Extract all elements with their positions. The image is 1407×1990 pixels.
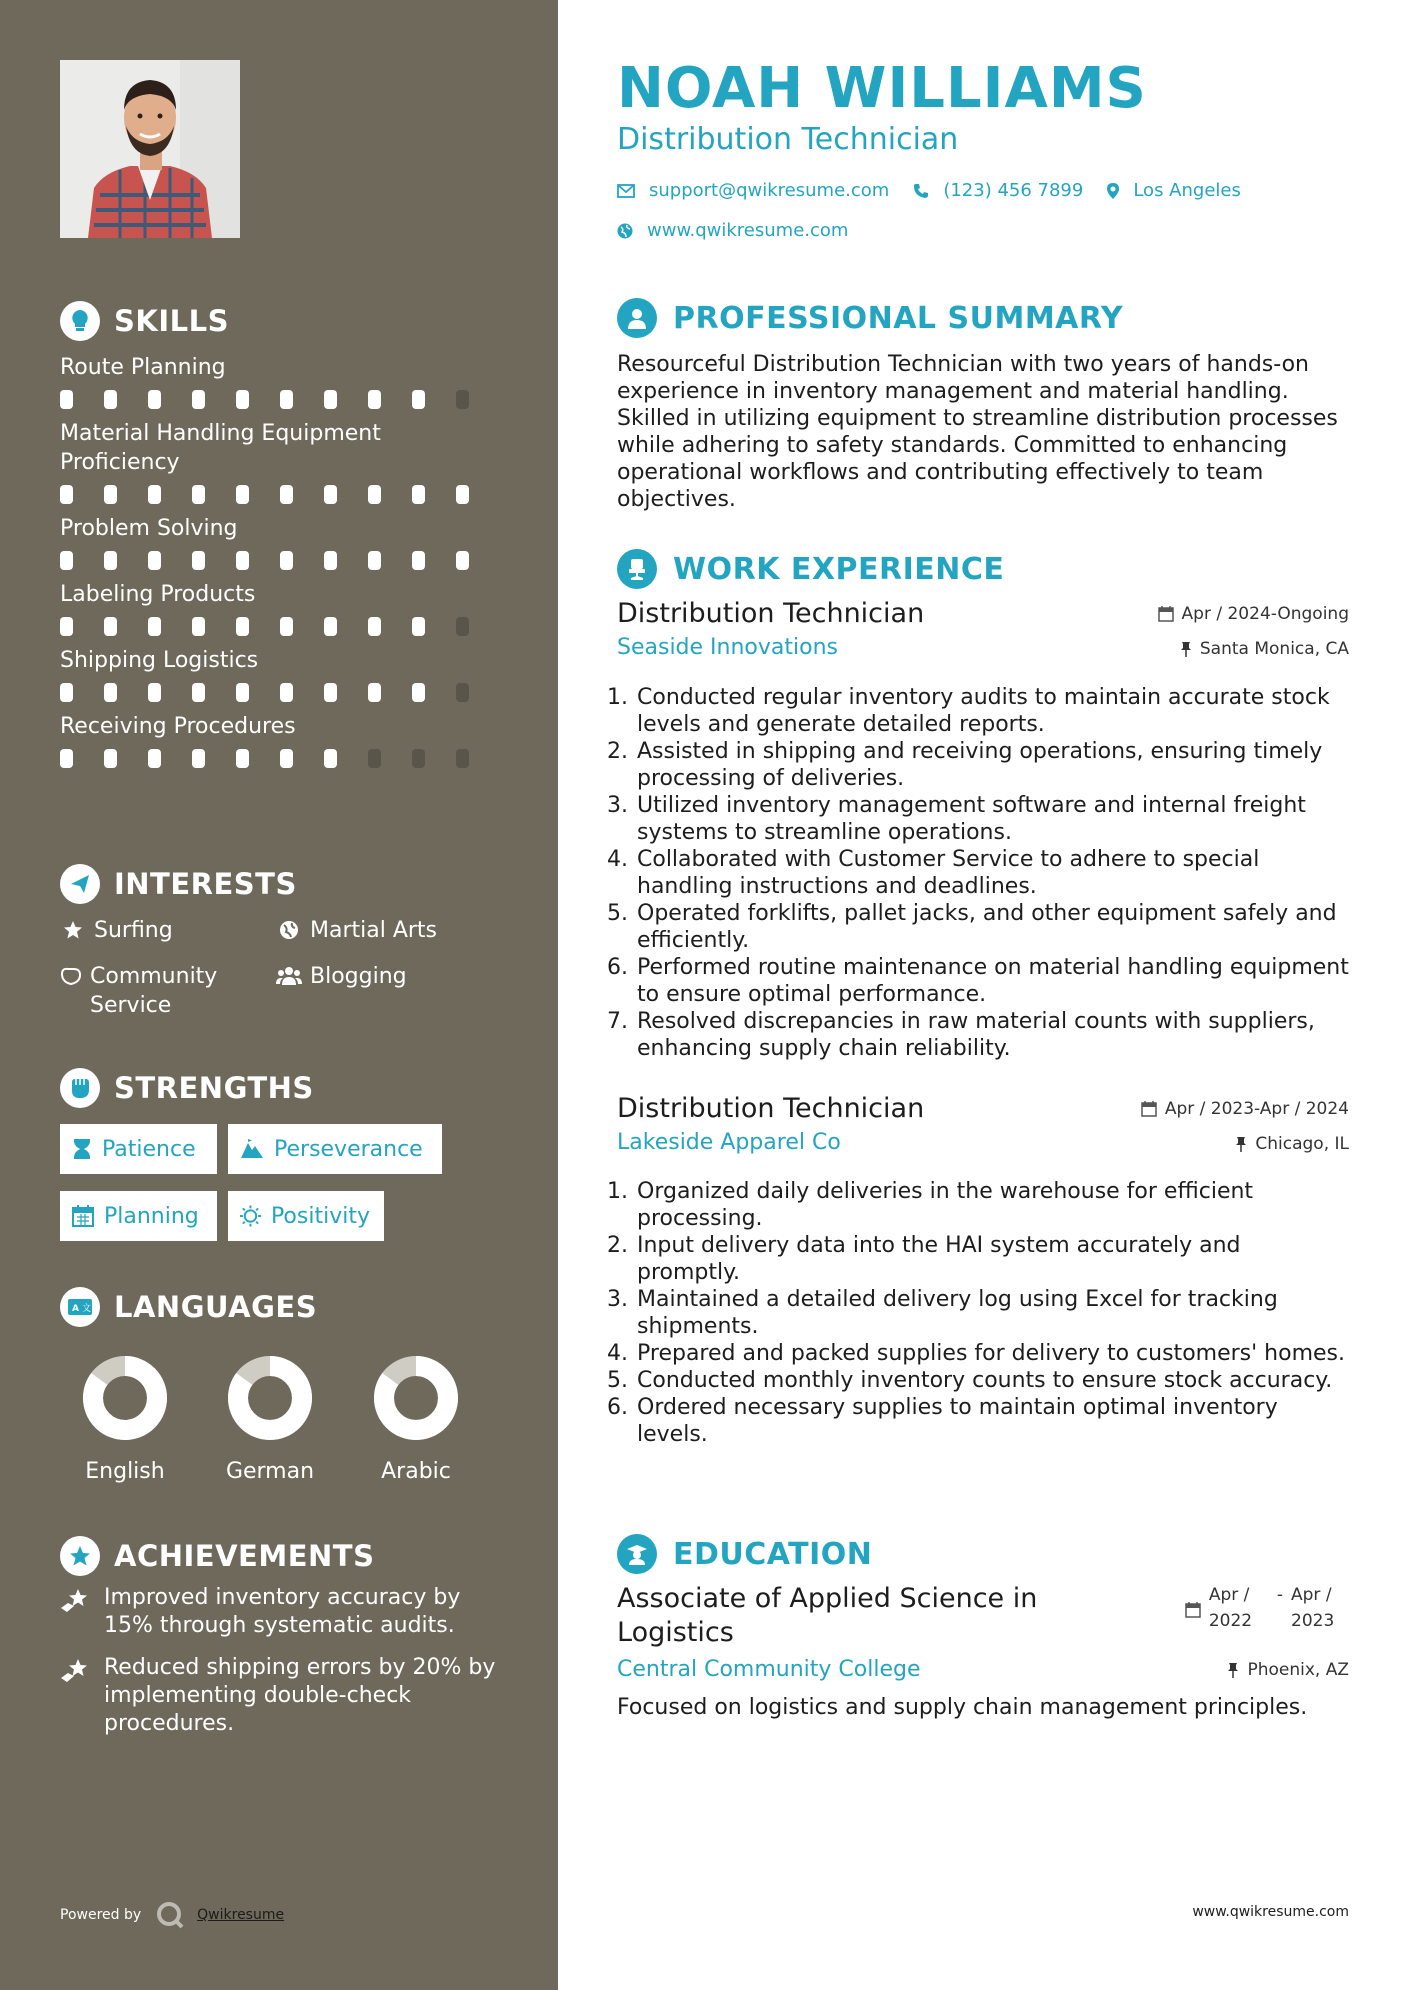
users-icon: [276, 962, 302, 991]
hand-star-icon: [60, 1654, 92, 1738]
rating-dot: [104, 390, 117, 409]
rating-dot: [280, 551, 293, 570]
languages-section: [60, 1285, 500, 1505]
globe-icon: [276, 916, 302, 945]
svg-text:文: 文: [82, 1304, 92, 1314]
strength-chip: [60, 1191, 217, 1241]
achievement-item: [60, 1584, 500, 1640]
company-name: Seaside Innovations: [617, 635, 838, 660]
skill-item: [60, 580, 500, 636]
rating-dot: [456, 617, 469, 636]
duty-item: 3. Maintained a detailed delivery log using Excel for tracking shipments.: [635, 1286, 1349, 1340]
phone-icon: [913, 183, 929, 199]
pushpin-icon: [1227, 1662, 1239, 1678]
skill-name: Problem Solving: [60, 516, 238, 541]
rating-dot: [148, 683, 161, 702]
skill-rating: [60, 551, 500, 570]
strength-chip: [228, 1124, 442, 1174]
duty-item: 5. Operated forklifts, pallet jacks, and other equipment safely and efficiently.: [635, 900, 1349, 954]
interest-item: [276, 916, 437, 945]
languages-header: [60, 1285, 500, 1329]
rating-dot: [192, 485, 205, 504]
skill-rating: [60, 617, 500, 636]
office-chair-icon: [617, 549, 657, 589]
duty-item: 4. Prepared and packed supplies for delivery to customers' homes.: [635, 1340, 1349, 1367]
date-separator: -: [1276, 1585, 1283, 1605]
rating-dot: [280, 485, 293, 504]
email-link[interactable]: support@qwikresume.com: [649, 180, 890, 201]
rating-dot: [368, 551, 381, 570]
candidate-role: Distribution Technician: [617, 122, 959, 157]
strength-label: Positivity: [270, 1203, 370, 1229]
rating-dot: [280, 617, 293, 636]
star-icon: [60, 916, 86, 945]
paper-plane-icon: [60, 864, 100, 904]
skill-rating: [60, 749, 500, 768]
duty-item: 6. Ordered necessary supplies to maintain optimal inventory levels.: [635, 1394, 1349, 1448]
rating-dot: [368, 683, 381, 702]
rating-dot: [324, 683, 337, 702]
duty-item: 1. Conducted regular inventory audits to maintain accurate stock levels and generate detailed reports.: [635, 684, 1349, 738]
rating-dot: [236, 617, 249, 636]
calendar-icon: [72, 1205, 94, 1227]
education-header: [617, 1532, 872, 1576]
rating-dot: [60, 749, 73, 768]
pushpin-icon: [1235, 1136, 1247, 1152]
job-title: Distribution Technician: [617, 1093, 925, 1124]
language-icon: [60, 1287, 100, 1327]
strengths-header: [60, 1066, 500, 1110]
candidate-name: NOAH WILLIAMS: [617, 56, 1147, 121]
footer-website[interactable]: www.qwikresume.com: [1192, 1904, 1349, 1920]
rating-dot: [368, 617, 381, 636]
duty-item: 4. Collaborated with Customer Service to adhere to special handling instructions and deadlines.: [635, 846, 1349, 900]
duty-item: 2. Assisted in shipping and receiving operations, ensuring timely processing of deliveries.: [635, 738, 1349, 792]
envelope-icon: [617, 184, 635, 198]
education-description: Focused on logistics and supply chain management principles.: [617, 1695, 1308, 1720]
pushpin-icon: [1180, 641, 1192, 657]
profile-photo: [60, 60, 240, 238]
experience-title: WORK EXPERIENCE: [673, 551, 1005, 587]
achievement-item: [60, 1654, 500, 1738]
map-pin-icon: [1107, 183, 1119, 199]
rating-dot: [236, 390, 249, 409]
strength-label: Planning: [104, 1203, 199, 1229]
interest-item: [60, 962, 240, 1020]
interests-list: [60, 912, 500, 1018]
skills-header: [60, 299, 500, 343]
globe-icon: [617, 223, 633, 239]
website-link[interactable]: www.qwikresume.com: [647, 220, 849, 241]
powered-by: [60, 1900, 284, 1930]
skills-title: SKILLS: [114, 304, 229, 338]
skill-item: [60, 514, 500, 570]
rating-dot: [324, 390, 337, 409]
interest-item: [60, 916, 173, 945]
rating-dot: [280, 390, 293, 409]
strength-chip: [228, 1191, 384, 1241]
rating-dot: [368, 485, 381, 504]
language-item: [205, 1353, 335, 1484]
skill-item: [60, 419, 500, 504]
graduate-icon: [617, 1534, 657, 1574]
rating-dot: [104, 617, 117, 636]
website-row: [617, 220, 848, 241]
experience-header: [617, 547, 1004, 591]
education-start: Apr / 2022: [1208, 1585, 1253, 1631]
interest-item: [276, 962, 407, 991]
duty-item: 7. Resolved discrepancies in raw material counts with suppliers, enhancing supply chain reliability.: [635, 1008, 1349, 1062]
rating-dot: [192, 617, 205, 636]
rating-dot: [192, 551, 205, 570]
language-ring: [371, 1353, 461, 1443]
strength-label: Perseverance: [274, 1136, 423, 1162]
skill-name: Route Planning: [60, 355, 226, 380]
interest-label: Community Service: [90, 964, 218, 1018]
skill-item: [60, 353, 500, 409]
achievement-text: Reduced shipping errors by 20% by implementing double-check procedures.: [104, 1655, 496, 1736]
rating-dot: [192, 749, 205, 768]
interest-label: Blogging: [310, 964, 407, 989]
hand-star-icon: [60, 1584, 92, 1640]
strength-label: Patience: [102, 1136, 196, 1162]
strength-chip: [60, 1124, 217, 1174]
language-label: English: [85, 1459, 165, 1484]
qwikresume-link[interactable]: Qwikresume: [197, 1907, 285, 1923]
rating-dot: [412, 683, 425, 702]
rating-dot: [60, 485, 73, 504]
rating-dot: [280, 683, 293, 702]
rating-dot: [148, 617, 161, 636]
rating-dot: [236, 485, 249, 504]
phone-number: (123) 456 7899: [943, 180, 1084, 201]
job-dates-text: Apr / 2023-Apr / 2024: [1164, 1099, 1349, 1119]
language-label: Arabic: [381, 1459, 451, 1484]
job-location-text: Santa Monica, CA: [1199, 639, 1349, 659]
rating-dot: [236, 683, 249, 702]
job-location: [1180, 639, 1349, 659]
duty-item: 3. Utilized inventory management software and internal freight systems to streamline operations.: [635, 792, 1349, 846]
interests-title: INTERESTS: [114, 867, 297, 901]
strengths-section: [60, 1066, 500, 1256]
rating-dot: [104, 485, 117, 504]
rating-dot: [324, 617, 337, 636]
achievements-section: [60, 1534, 500, 1738]
rating-dot: [324, 485, 337, 504]
rating-dot: [456, 683, 469, 702]
rating-dot: [148, 551, 161, 570]
rating-dot: [60, 551, 73, 570]
job-duties: [617, 1178, 1349, 1448]
skill-item: [60, 646, 500, 702]
rating-dot: [456, 485, 469, 504]
user-icon: [617, 298, 657, 338]
rating-dot: [148, 485, 161, 504]
skills-list: [60, 353, 500, 768]
star-badge-icon: [60, 1536, 100, 1576]
skill-rating: [60, 683, 500, 702]
language-ring: [225, 1353, 315, 1443]
interest-label: Surfing: [94, 918, 173, 943]
rating-dot: [368, 749, 381, 768]
rating-dot: [192, 390, 205, 409]
summary-header: [617, 296, 1123, 340]
rating-dot: [412, 551, 425, 570]
powered-by-label: Powered by: [60, 1907, 142, 1923]
rating-dot: [324, 749, 337, 768]
summary-text: Resourceful Distribution Technician with two years of hands-on experience in inventory management and material handling. Skilled in utilizing equipment to streamline distribution processes while adhering to safety standards. Committed to enhancing operational workflows and contributing effectively to team objectives.: [617, 352, 1338, 512]
skills-section: [60, 299, 500, 768]
degree-title: Associate of Applied Science in Logistics: [617, 1583, 1038, 1648]
job-dates: [1141, 1099, 1349, 1119]
rating-dot: [192, 683, 205, 702]
interests-header: [60, 862, 500, 906]
school-name: Central Community College: [617, 1657, 921, 1682]
language-ring: [80, 1353, 170, 1443]
duty-item: 2. Input delivery data into the HAI system accurately and promptly.: [635, 1232, 1349, 1286]
calendar-icon: [1141, 1101, 1157, 1117]
languages-title: LANGUAGES: [114, 1290, 318, 1324]
language-label: German: [225, 1459, 315, 1484]
skill-name: Material Handling Equipment Proficiency: [60, 421, 381, 475]
sun-icon: [240, 1205, 261, 1227]
skill-rating: [60, 390, 500, 409]
hand-heart-icon: [60, 962, 82, 1020]
job-title: Distribution Technician: [617, 598, 925, 629]
interest-label: Martial Arts: [310, 918, 438, 943]
language-item: [351, 1353, 481, 1484]
job-location-text: Chicago, IL: [1255, 1134, 1349, 1154]
job-dates: [1158, 604, 1349, 624]
job-duties: [617, 684, 1349, 1062]
sidebar: [0, 0, 558, 1990]
lightbulb-icon: [60, 301, 100, 341]
calendar-icon: [1158, 606, 1174, 622]
rating-dot: [60, 617, 73, 636]
skill-name: Shipping Logistics: [60, 648, 259, 673]
achievements-title: ACHIEVEMENTS: [114, 1539, 375, 1573]
rating-dot: [236, 551, 249, 570]
rating-dot: [412, 749, 425, 768]
rating-dot: [104, 683, 117, 702]
job-dates-text: Apr / 2024-Ongoing: [1181, 604, 1349, 624]
duty-item: 1. Organized daily deliveries in the warehouse for efficient processing.: [635, 1178, 1349, 1232]
education-location: [1227, 1660, 1349, 1680]
rating-dot: [456, 390, 469, 409]
language-item: [60, 1353, 190, 1484]
rating-dot: [60, 683, 73, 702]
rating-dot: [412, 390, 425, 409]
skill-name: Receiving Procedures: [60, 714, 296, 739]
duty-item: 5. Conducted monthly inventory counts to ensure stock accuracy.: [635, 1367, 1349, 1394]
interests-section: [60, 862, 500, 1018]
location-text: Los Angeles: [1133, 180, 1241, 201]
education-end: Apr / 2023: [1291, 1585, 1335, 1631]
rating-dot: [148, 749, 161, 768]
rating-dot: [324, 551, 337, 570]
skill-name: Labeling Products: [60, 582, 256, 607]
education-dates: [1185, 1582, 1349, 1634]
achievement-text: Improved inventory accuracy by 15% through systematic audits.: [104, 1585, 461, 1638]
education-location-text: Phoenix, AZ: [1247, 1660, 1349, 1680]
rating-dot: [60, 390, 73, 409]
rating-dot: [456, 551, 469, 570]
svg-text:A: A: [72, 1304, 79, 1314]
summary-title: PROFESSIONAL SUMMARY: [673, 300, 1124, 336]
education-title: EDUCATION: [673, 1536, 873, 1572]
calendar-icon: [1185, 1602, 1201, 1618]
rating-dot: [104, 551, 117, 570]
rating-dot: [280, 749, 293, 768]
rating-dot: [412, 485, 425, 504]
duty-item: 6. Performed routine maintenance on material handling equipment to ensure optimal performance.: [635, 954, 1349, 1008]
company-name: Lakeside Apparel Co: [617, 1130, 841, 1155]
rating-dot: [236, 749, 249, 768]
rating-dot: [456, 749, 469, 768]
hourglass-icon: [72, 1138, 92, 1160]
qwikresume-logo-icon: [155, 1900, 185, 1930]
rating-dot: [148, 390, 161, 409]
mountain-flag-icon: [240, 1139, 264, 1159]
skill-rating: [60, 485, 500, 504]
rating-dot: [104, 749, 117, 768]
job-location: [1235, 1134, 1349, 1154]
rating-dot: [368, 390, 381, 409]
fist-icon: [60, 1068, 100, 1108]
achievements-header: [60, 1534, 500, 1578]
contact-row: [617, 180, 1241, 201]
skill-item: [60, 712, 500, 768]
rating-dot: [412, 617, 425, 636]
strengths-title: STRENGTHS: [114, 1071, 314, 1105]
